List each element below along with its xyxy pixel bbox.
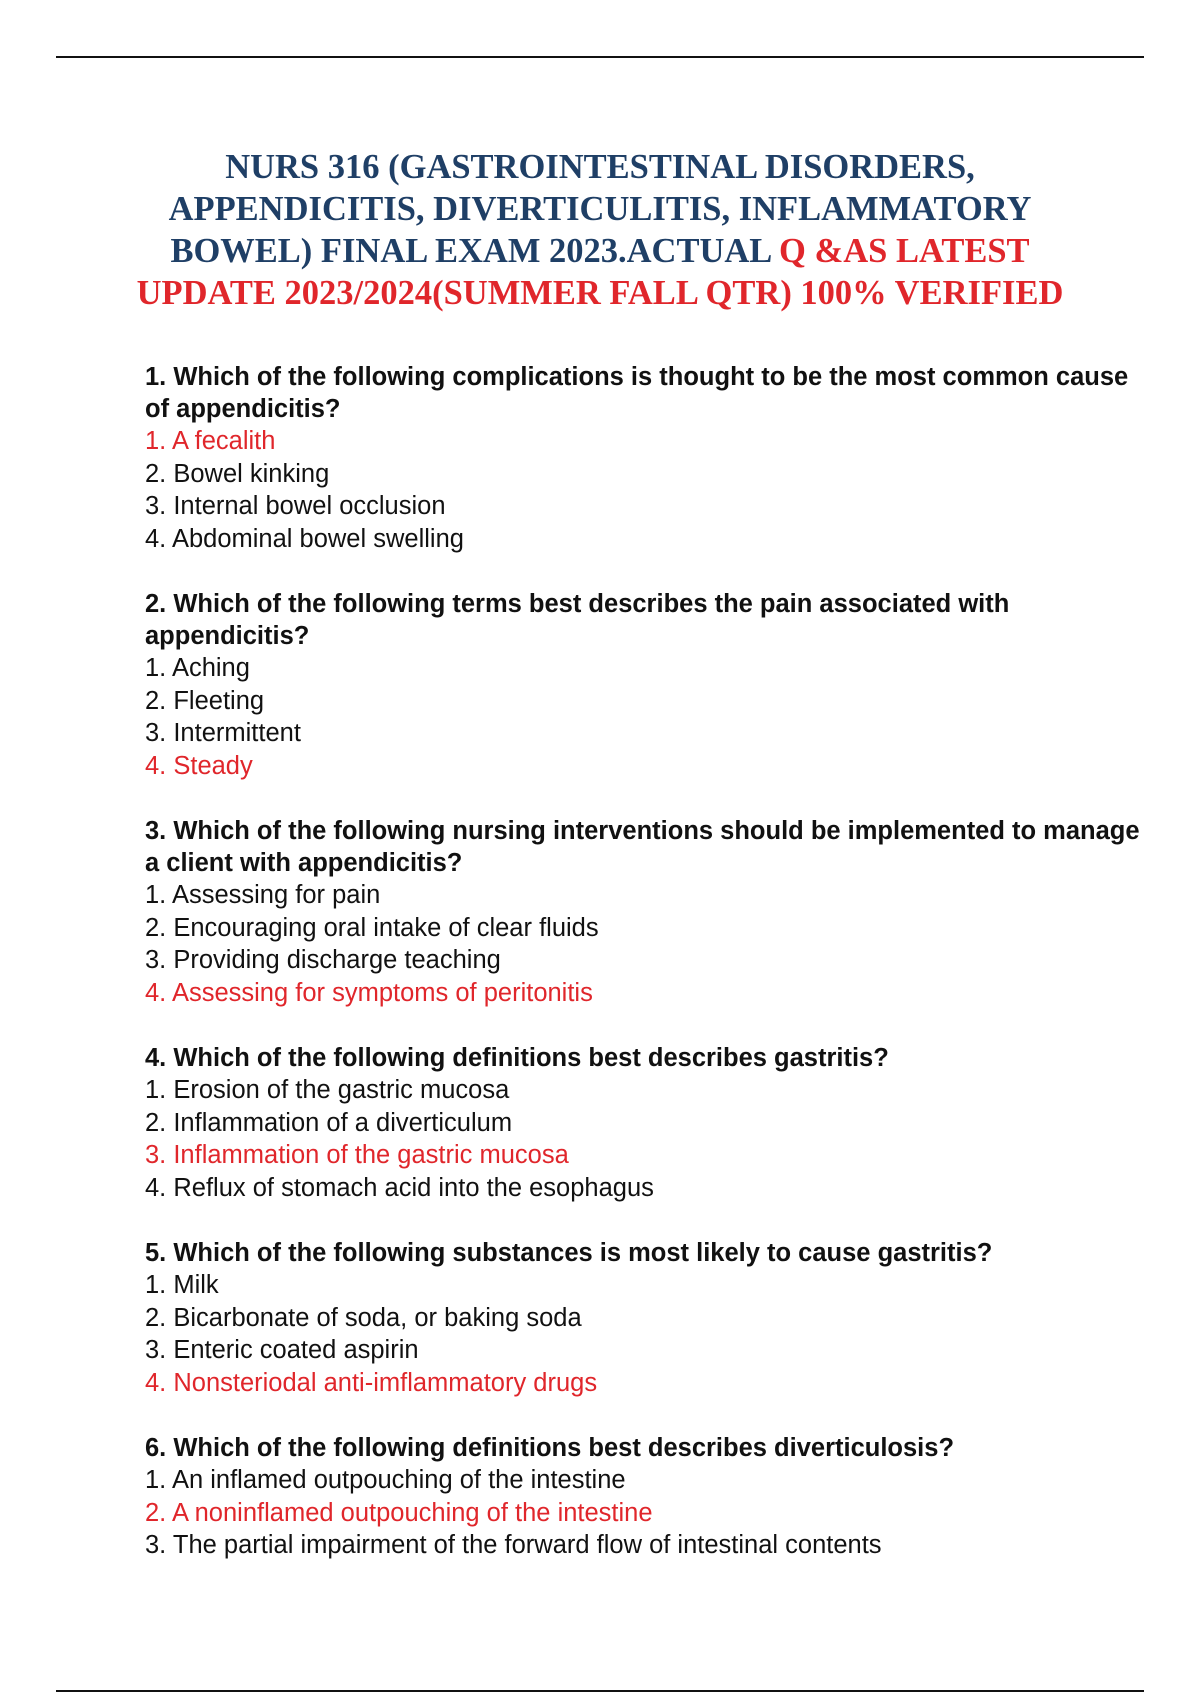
document-title	[110, 146, 1090, 314]
answer-option: 3. Enteric coated aspirin	[145, 1336, 419, 1364]
answer-option: 3. The partial impairment of the forward flow of intestinal contents	[145, 1531, 882, 1559]
question-text: 2. Which of the following terms best describes the pain associated with appendicitis?	[145, 590, 1010, 650]
title-main: NURS 316 (GASTROINTESTINAL DISORDERS, APPENDICITIS, DIVERTICULITIS, INFLAMMATORY BOWEL) FINAL EXAM 2023.ACTUAL	[168, 148, 1032, 270]
answer-option: 4. Reflux of stomach acid into the esophagus	[145, 1173, 654, 1202]
answer-option: 1. Aching	[145, 654, 250, 682]
answer-option: 4. Abdominal bowel swelling	[145, 524, 464, 553]
correct-answer-option: 4. Steady	[145, 751, 253, 780]
answer-option: 1. Milk	[145, 1271, 219, 1299]
question-2	[145, 588, 1145, 782]
question-text: 4. Which of the following definitions best describes gastritis?	[145, 1044, 889, 1072]
question-6	[145, 1432, 1145, 1562]
bottom-rule	[56, 1690, 1144, 1692]
answer-option: 2. Encouraging oral intake of clear fluids	[145, 913, 599, 942]
answer-option: 2. Bicarbonate of soda, or baking soda	[145, 1303, 582, 1332]
question-text: 5. Which of the following substances is most likely to cause gastritis?	[145, 1239, 993, 1267]
correct-answer-option: 3. Inflammation of the gastric mucosa	[145, 1141, 569, 1169]
top-rule	[56, 56, 1144, 58]
answer-option: 1. An inflamed outpouching of the intestine	[145, 1466, 626, 1494]
correct-answer-option: 4. Assessing for symptoms of peritonitis	[145, 978, 593, 1007]
question-text: 1. Which of the following complications is thought to be the most common cause of appendicitis?	[145, 363, 1129, 423]
answer-option: 3. Providing discharge teaching	[145, 946, 501, 974]
question-text: 6. Which of the following definitions best describes diverticulosis?	[145, 1434, 955, 1462]
question-1	[145, 361, 1145, 555]
question-4	[145, 1042, 1145, 1204]
answer-option: 3. Internal bowel occlusion	[145, 492, 446, 520]
correct-answer-option: 1. A fecalith	[145, 427, 276, 455]
question-text: 3. Which of the following nursing interventions should be implemented to manage a client with appendicitis?	[145, 817, 1140, 877]
answer-option: 2. Fleeting	[145, 686, 265, 715]
question-5	[145, 1237, 1145, 1399]
correct-answer-option: 4. Nonsteriodal anti-imflammatory drugs	[145, 1368, 598, 1397]
question-3	[145, 815, 1145, 1009]
answer-option: 1. Assessing for pain	[145, 881, 381, 909]
answer-option: 3. Intermittent	[145, 719, 301, 747]
correct-answer-option: 2. A noninflamed outpouching of the intestine	[145, 1498, 653, 1527]
question-list	[145, 361, 1145, 1595]
answer-option: 2. Bowel kinking	[145, 459, 330, 488]
answer-option: 2. Inflammation of a diverticulum	[145, 1108, 513, 1137]
title-highlight: Q &AS LATEST UPDATE 2023/2024(SUMMER FALL QTR) 100% VERIFIED	[136, 232, 1064, 312]
answer-option: 1. Erosion of the gastric mucosa	[145, 1076, 510, 1104]
